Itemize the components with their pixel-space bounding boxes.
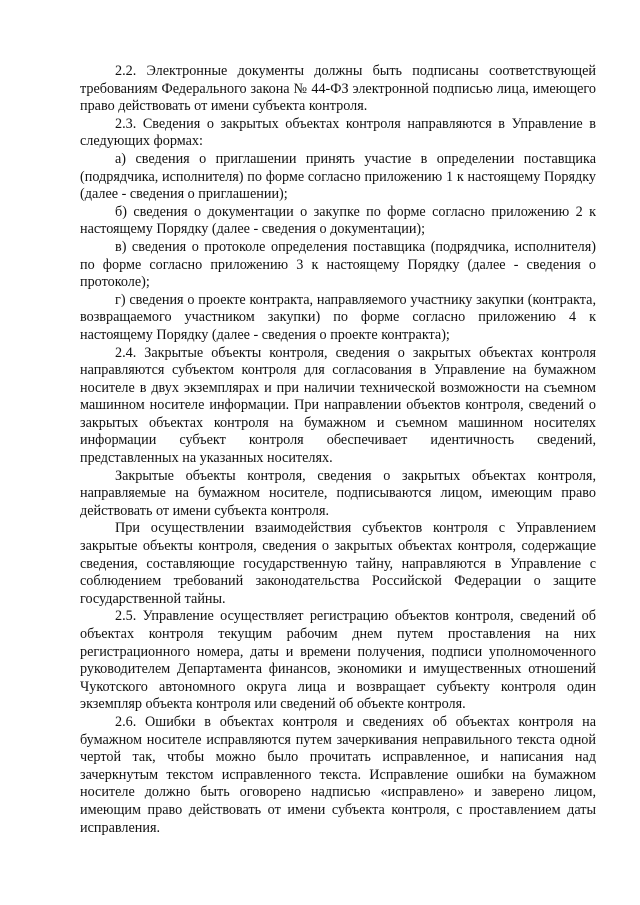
paragraph-2-6: 2.6. Ошибки в объектах контроля и сведениях об объектах контроля на бумажном носителе исправляются путем зачеркивания неправильного текста одной чертой так, чтобы можно было прочитать исправленное, и написания над зачеркнутым текстом исправленного текста. Исправление ошибки на бумажном носителе должно быть оговорено надписью «исправлено» и заверено лицом, имеющим право действовать от имени субъекта контроля, с проставлением даты исправления. xyxy=(80,713,596,836)
paragraph-2-3-a: а) сведения о приглашении принять участие в определении поставщика (подрядчика, исполнителя) по форме согласно приложению 1 к настоящему Порядку (далее - сведения о приглашении); xyxy=(80,150,596,203)
paragraph-2-4-state-secret: При осуществлении взаимодействия субъектов контроля с Управлением закрытые объекты контроля, сведения о закрытых объектах контроля, содержащие сведения, составляющие государственную тайну, направляются в Управление с соблюдением требований законодательства Российской Федерации о защите государственной тайны. xyxy=(80,520,596,607)
paragraph-2-3-v: в) сведения о протоколе определения поставщика (подрядчика, исполнителя) по форме согласно приложению 3 к настоящему Порядку (далее - сведения о протоколе); xyxy=(80,238,596,291)
paragraph-2-3-b: б) сведения о документации о закупке по форме согласно приложению 2 к настоящему Порядку (далее - сведения о документации); xyxy=(80,203,596,238)
document-body xyxy=(80,63,596,837)
paragraph-2-3: 2.3. Сведения о закрытых объектах контроля направляются в Управление в следующих формах: xyxy=(80,115,596,150)
paragraph-2-3-g: г) сведения о проекте контракта, направляемого участнику закупки (контракта, возвращаемого участником закупки) по форме согласно приложению 4 к настоящему Порядку (далее - сведения о проекте контракта); xyxy=(80,291,596,343)
paragraph-2-4-signing: Закрытые объекты контроля, сведения о закрытых объектах контроля, направляемые на бумажном носителе, подписываются лицом, имеющим право действовать от имени субъекта контроля. xyxy=(80,467,596,519)
paragraph-2-4: 2.4. Закрытые объекты контроля, сведения о закрытых объектах контроля направляются субъектом контроля для согласования в Управление на бумажном носителе в двух экземплярах и при наличии технической возможности на съемном машинном носителе информации. При направлении объектов контроля, сведений о закрытых объектах контроля на бумажном и съемном машинном носителях информации субъект контроля обеспечивает идентичность сведений, представленных на указанных носителях. xyxy=(80,344,596,467)
paragraph-2-5: 2.5. Управление осуществляет регистрацию объектов контроля, сведений об объектах контроля текущим рабочим днем путем проставления на них регистрационного номера, даты и времени получения, подписи уполномоченного руководителем Департамента финансов, экономики и имущественных отношений Чукотского автономного округа лица и возвращает субъекту контроля один экземпляр объекта контроля или сведений об объекте контроля. xyxy=(80,608,596,713)
paragraph-2-2: 2.2. Электронные документы должны быть подписаны соответствующей требованиям Федерального закона № 44-ФЗ электронной подписью лица, имеющего право действовать от имени субъекта контроля. xyxy=(80,63,596,115)
